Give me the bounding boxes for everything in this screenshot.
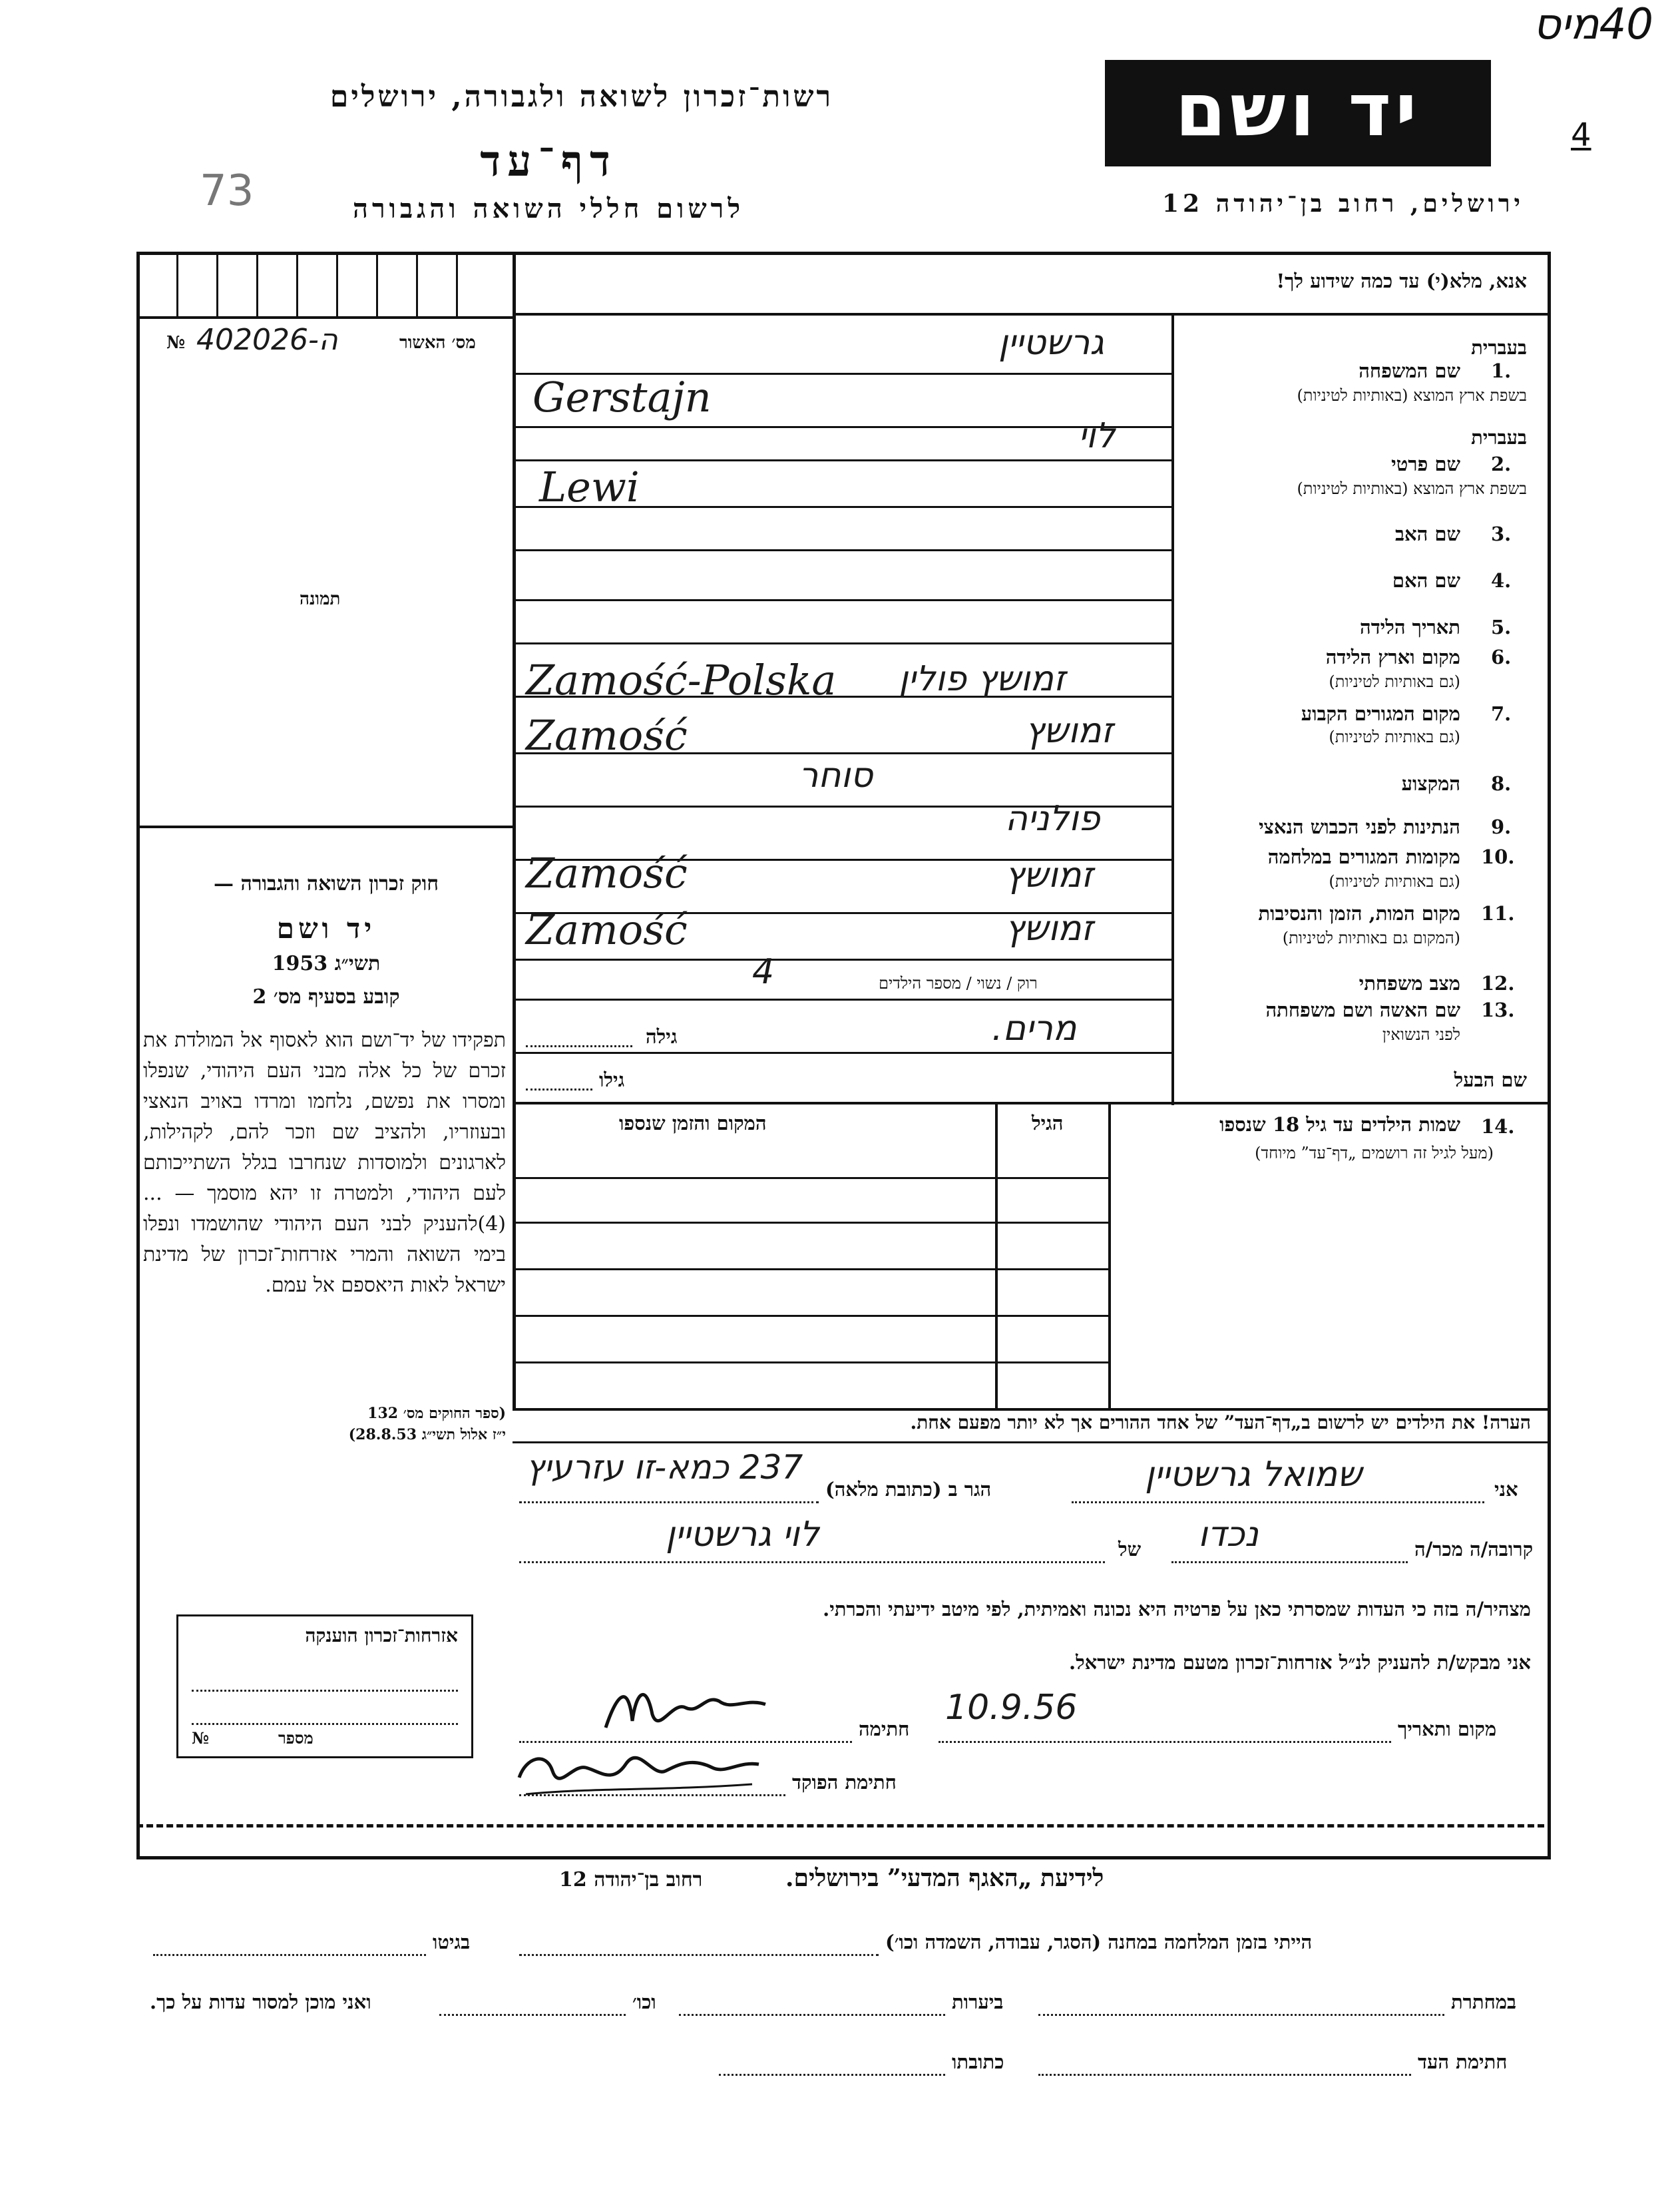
field-1-hebrew: גרשטיין [998,323,1104,363]
yad-vashem-logo: יד ושם [1105,60,1491,166]
place-date-label: מקום ותאריך [1398,1718,1497,1740]
footer-line2a: במחתרת [1451,1991,1516,2013]
hebrew-label-2: בעברית [1471,426,1527,449]
declaration-statement: מצהיר/ה בזה כי העדות שמסרתי כאן על פרטיה היא נכונה ואמיתית, לפי מיטב ידיעתי והכרתי. [823,1598,1531,1620]
page-number: 4 [1571,117,1591,154]
husband-age-label: גילו [599,1069,625,1091]
field-2-sub: בשפת ארץ המוצא (באותיות לטיניות) [1297,479,1527,498]
field-6-hebrew: זמושץ פולין [899,659,1066,699]
field-10-sub: (גם באותיות לטיניות) [1329,872,1460,891]
signature-label: חתימה [859,1718,910,1740]
org-name: רשות־זכרון לשואה ולגבורה, ירושלים [329,80,834,114]
husband-label: שם הבעל [1454,1069,1527,1091]
registration-label: מס׳ האשור [399,333,476,353]
citizenship-number-label: מספר [278,1728,314,1748]
field-2-hebrew: לוי [1078,416,1116,456]
field-8-num: 8. [1491,772,1512,795]
relation-value: נכדו [1198,1515,1259,1555]
field-12-label: מצב משפחתי [1359,972,1460,995]
law-name: יד ושם [276,912,376,945]
field-9-hebrew: פולניה [1005,799,1100,839]
children-place-header: המקום והזמן שנספו [619,1112,767,1134]
field-7-label: מקום המגורים הקבוע [1301,702,1460,725]
field-10-label: מקומות המגורים במלחמה [1267,846,1460,868]
footer-line3a: חתימת העד [1418,2051,1508,2073]
field-7-sub: (גם באותיות לטיניות) [1329,728,1460,746]
field-10-num: 10. [1481,846,1515,868]
law-title: חוק זכרון השואה והגבורה — [214,872,439,895]
field-1-sub: בשפת ארץ המוצא (באותיות לטיניות) [1297,386,1527,405]
official-signature-label: חתימת הפוקד [792,1771,897,1794]
field-13-label: שם האשה ושם משפחתה [1265,999,1460,1021]
field-12-status: רוק / נשוי / מספר הילדים [879,974,1038,993]
footer-address: רחוב בן־יהודה 12 [559,1868,703,1891]
field-11-hebrew: זמושץ [1005,909,1094,949]
declaration-request: אני מבקש/ת להעניק לנ״ל אזרחות־זכרון מטעם מדינת ישראל. [1069,1651,1531,1674]
form-title: דף־עד [480,136,617,186]
law-date: י״ז אלול תשי״ג 28.8.53) [348,1426,506,1443]
field-7-num: 7. [1491,702,1512,725]
field-1-label: שם המשפחה [1359,360,1460,382]
law-year: תשי״ג 1953 [272,952,381,975]
margin-number: 73 [200,166,254,216]
date-value: 10.9.56 [945,1688,1078,1728]
declaration-i: אני [1494,1478,1518,1501]
field-5-label: תאריך הלידה [1360,616,1460,638]
field-11-sub: (המקום גם באותיות לטיניות) [1282,929,1460,947]
footer-line2b: ביערות [952,1991,1004,2013]
relative-label: קרובה/ה מכר/ה [1414,1538,1534,1561]
children-note: הערה! את הילדים יש לרשום ב„דף־העד” של אחד ההורים אך לא יותר מפעם אחת. [910,1411,1531,1433]
official-signature [513,1731,765,1804]
field-4-num: 4. [1491,569,1512,592]
field-11-num: 11. [1481,902,1515,925]
hebrew-label-1: בעברית [1471,336,1527,359]
registration-prefix: № [166,333,186,353]
instruction: אנא, מלא(י) עד כמה שידוע לך! [1276,270,1527,292]
field-2-label: שם פרטי [1391,453,1460,475]
footer-line1b: בגיטו [433,1931,471,1953]
header-address: ירושלים, רחוב בן־יהודה 12 [1161,190,1524,218]
field-7-hebrew: זמושץ [1025,711,1114,751]
field-3-label: שם האב [1394,523,1460,545]
field-14-sub: (מעל לגיל זה רושמים „דף־עד” מיוחד) [1255,1144,1494,1162]
of-name: לוי גרשטיין [666,1515,819,1555]
footer-line1a: הייתי בזמן המלחמה במחנה (הסגר, עבודה, השמדה וכו׳) [885,1931,1313,1953]
field-12-children: 4 [752,952,775,992]
law-reference: (ספר החוקים מס׳ 132 [367,1405,506,1422]
field-9-label: הנתינות לפני הכבוש הנאצי [1259,816,1460,838]
field-6-label: מקום וארץ הלידה [1325,646,1460,668]
field-13-sub: לפני הנשואין [1382,1025,1460,1044]
law-text: תפקידו של יד־ושם הוא לאסוף אל המולדת את זכרם של כל אלה מבני העם היהודי, שנפלו ומסרו את נפשם, נלחמו ומרדו באויב הנאצי ובעוזריו, ולהציב שם וזכר להם, לקהילות, לארגונים ולמוסדות שנחרבו בגלל השתייכותם לעם היהודי, ולמטרה זו יהא מוסמך — ...(4)להעניק לבני העם היהודי שהושמדו ונפלו בימי השואה והמרי אזרחות־זכרון של מדינת ישראל לאות היאספם אל עמם. [143,1029,506,1297]
field-6-sub: (גם באותיות לטיניות) [1329,672,1460,691]
field-14-label: שמות הילדים עד גיל 18 שנספו [1219,1113,1460,1136]
field-8-label: המקצוע [1401,772,1460,795]
of-label: של [1118,1538,1142,1561]
photo-label: תמונה [300,589,341,609]
field-1-num: 1. [1491,360,1512,382]
field-2-latin: Lewi [539,463,640,511]
field-13-hebrew: מרים. [992,1009,1077,1049]
field-7-latin: Zamość [526,711,688,760]
field-4-label: שם האם [1392,569,1460,592]
registration-grid [136,255,513,318]
footer-line3b: כתובתו [952,2051,1004,2073]
registration-number: 402026-ה [196,323,338,357]
field-13-num: 13. [1481,999,1515,1021]
field-12-num: 12. [1481,972,1515,995]
field-14-num: 14. [1481,1115,1515,1138]
declarant-name: שמואל גרשטיין [1145,1455,1362,1495]
declarant-address: 237 כמא-זו עזרעיץ [526,1448,803,1487]
corner-reference: 40מיס [1533,0,1653,49]
field-11-latin: Zamość [526,905,688,954]
footer-line2d: ואני מוכן למסור עדות על כך. [150,1991,371,2013]
field-10-latin: Zamość [526,849,688,897]
citizenship-number-prefix: № [192,1728,210,1748]
lives-in-label: הגר ב (כתובת מלאה) [825,1478,992,1501]
field-5-num: 5. [1491,616,1512,638]
field-8-hebrew: סוחר [799,756,873,796]
law-clause: קובע בסעיף מס׳ 2 [252,985,400,1009]
footer-line2c: וכו׳ [632,1991,656,2013]
footer-title: לידיעת „האגף המדעי” בירושלים. [785,1864,1104,1892]
children-age-header: הגיל [1032,1112,1064,1134]
field-13-age-label: גילה [646,1025,678,1048]
field-6-num: 6. [1491,646,1512,668]
field-3-num: 3. [1491,523,1512,545]
field-6-latin: Zamość-Polska [526,656,837,704]
field-9-num: 9. [1491,816,1512,838]
citizenship-title: אזרחות־זכרון הוענקה [305,1624,458,1646]
field-1-latin: Gerstajn [532,373,712,421]
field-2-num: 2. [1491,453,1512,475]
field-11-label: מקום המות, הזמן והנסיבות [1258,902,1460,925]
field-10-hebrew: זמושץ [1005,855,1094,895]
form-subtitle: לרשום חללי השואה והגבורה [352,193,745,224]
citizenship-box [176,1614,473,1758]
